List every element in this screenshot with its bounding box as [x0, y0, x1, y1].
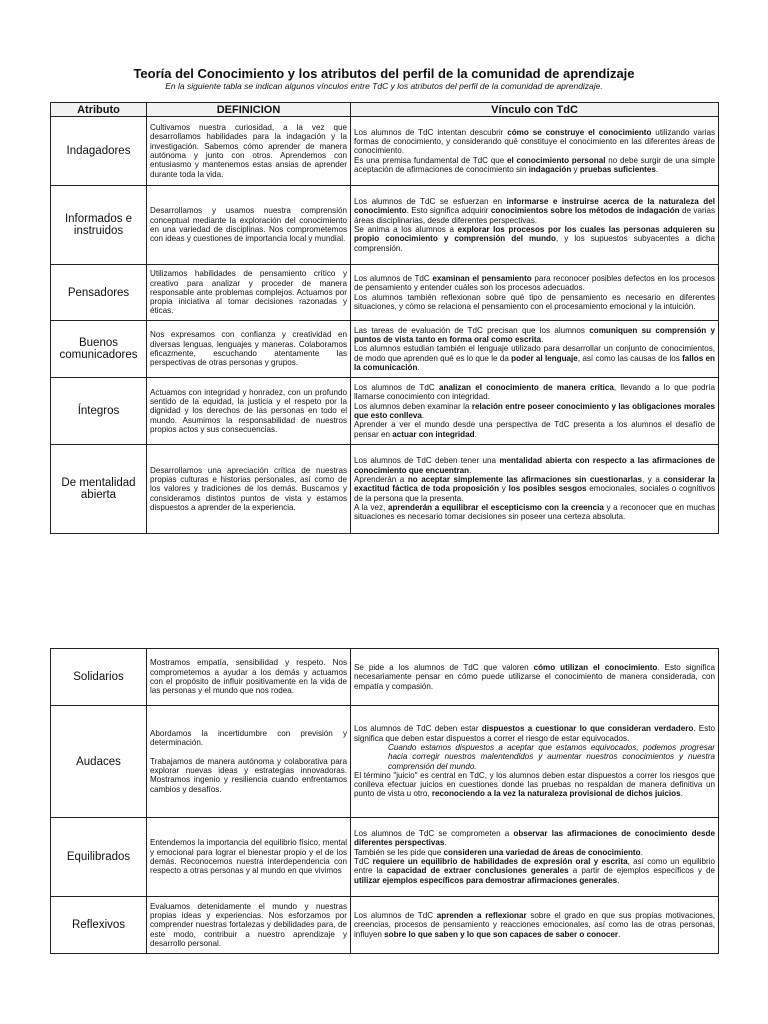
attribute-name: Audaces [51, 706, 147, 818]
tdc-link-paragraph: Los alumnos de TdC aprenden a reflexionar sobre el grado en que sus propias motivaciones, creencias, procesos de pensamiento y reacciones emocionales, así como las de otras personas, influyen sobre lo que saben y lo que son capaces de saber o conocer. [354, 911, 715, 939]
tdc-link-paragraph: Los alumnos de TdC examinan el pensamiento para reconocer posibles defectos en los procesos de pensamiento y entender cuáles son los procesos adecuados. [354, 273, 715, 293]
attribute-name: Equilibrados [51, 818, 147, 897]
attribute-name: De mentalidad abierta [51, 445, 147, 534]
table-row [51, 117, 719, 186]
tdc-link [351, 818, 719, 897]
tdc-quote: Cuando estamos dispuestos a aceptar que estamos equivocados, podemos progresar hacia corregir nuestros malentendidos y aumentar nuestros conocimientos y nuestra comprensión del mundo. [388, 742, 715, 771]
attributes-table-part-2 [50, 648, 719, 954]
tdc-link-part [354, 724, 715, 743]
tdc-link-paragraph: Los alumnos de TdC analizan el conocimiento de manera crítica, llevando a lo que podría llamarse conocimiento con integridad. [354, 383, 715, 402]
table-row [51, 186, 719, 265]
tdc-link-paragraph: El término "juicio" es central en TdC, y los alumnos deben estar dispuestos a correr los riesgos que conlleva efectuar juicios en cuestiones donde las pruebas no respaldan de manera definitiva un punto de vista u otro, reconociendo a la vez la naturaleza provisional de dichos juicios. [354, 770, 715, 799]
table-row [51, 378, 719, 445]
attribute-definition: Entendemos la importancia del equilibrio físico, mental y emocional para lograr el bienestar propio y el de los demás. Reconocemos nuestra interdependencia con respecto a otras personas y al mundo en que vivimos [147, 818, 351, 897]
tdc-link-paragraph: Los alumnos de TdC intentan descubrir cómo se construye el conocimiento utilizando varias formas de conocimiento, y considerando qué constituye el conocimiento en las diferentes áreas de conocimiento. [354, 127, 715, 156]
attribute-name: Íntegros [51, 378, 147, 445]
tdc-link [351, 706, 719, 818]
tdc-link-paragraph: Las tareas de evaluación de TdC precisan que los alumnos comuniquen su comprensión y puntos de vista tanto en forma oral como escrita. [354, 325, 715, 345]
attributes-table-part-1 [50, 102, 719, 534]
tdc-link [351, 378, 719, 445]
tdc-link-paragraph: Los alumnos estudian también el lenguaje utilizado para desarrollar un conjunto de conocimientos, de modo que aprenden qué es lo que le da poder al lenguaje, así como las causas de los fallos en la comunicación. [354, 344, 715, 372]
header-atributo: Atributo [51, 103, 147, 117]
tdc-link-paragraph: Se pide a los alumnos de TdC que valoren cómo utilizan el conocimiento. Esto significa necesariamente pensar en cómo puede utilizarse el conocimiento de manera considerada, con empatía y compasión. [354, 663, 715, 691]
tdc-link-paragraph: Los alumnos de TdC se comprometen a observar las afirmaciones de conocimiento desde diferentes perspectivas. [354, 829, 715, 848]
attribute-definition: Mostramos empatía, sensibilidad y respeto. Nos comprometemos a ayudar a los demás y actuamos con el propósito de influir positivamente en la vida de las personas y el mundo que nos rodea. [147, 649, 351, 706]
tdc-link [351, 321, 719, 378]
tdc-link-paragraph: TdC requiere un equilibrio de habilidades de expresión oral y escrita, así como un equilibrio entre la capacidad de extraer conclusiones generales a partir de ejemplos específicos y de utilizar ejemplos específicos para demostrar afirmaciones generales. [354, 857, 716, 885]
table-header-row [51, 103, 719, 117]
table-row [51, 818, 719, 897]
tdc-link-paragraph: Los alumnos de TdC deben tener una mentalidad abierta con respecto a las afirmaciones de conocimiento que encuentran. [354, 456, 715, 475]
tdc-link-paragraph: Se anima a los alumnos a explorar los procesos por los cuales las personas adquieren su propio conocimiento y comprensión del mundo, y los supuestos subyacentes a dicha comprensión. [354, 225, 715, 253]
table-row [51, 897, 719, 954]
attribute-definition: Actuamos con integridad y honradez, con un profundo sentido de la equidad, la justicia y el respeto por la dignidad y los derechos de las personas en todo el mundo. Asumimos la responsabilidad de nuestros propios actos y sus consecuencias. [147, 378, 351, 445]
header-definicion: DEFINICION [147, 103, 351, 117]
attribute-definition: Desarrollamos una apreciación crítica de nuestras propias culturas e historias personales, así como de los valores y tradiciones de los demás. Buscamos y consideramos distintos puntos de vista y estamos dispuestos a aprender de la experiencia. [147, 445, 351, 534]
table-row [51, 649, 719, 706]
attribute-name: Buenos comunicadores [51, 321, 147, 378]
page-subtitle: En la siguiente tabla se indican algunos vínculos entre TdC y los atributos del perfil de la comunidad de aprendizaje. [165, 81, 603, 91]
tdc-link [351, 649, 719, 706]
tdc-link-paragraph: Aprenderán a no aceptar simplemente las afirmaciones sin cuestionarlas, y a considerar la exactitud fáctica de toda proposición y los posibles sesgos emocionales, sociales o cognitivos de la persona que la presenta. [354, 475, 715, 503]
tdc-link-paragraph: Es una premisa fundamental de TdC que el conocimiento personal no debe surgir de una simple aceptación de afirmaciones de conocimiento sin indagación y pruebas suficientes. [354, 155, 715, 174]
tdc-link-paragraph: Los alumnos de TdC deben estar dispuestos a cuestionar lo que consideran verdadero. Esto significa que deben estar dispuestos a correr el riesgo de estar equivocados. [354, 724, 715, 743]
tdc-link-part [354, 771, 715, 799]
page-title: Teoría del Conocimiento y los atributos del perfil de la comunidad de aprendizaje [133, 66, 635, 81]
table-row [51, 445, 719, 534]
tdc-link-paragraph: Los alumnos también reflexionan sobre qué tipo de pensamiento es necesario en diferentes situaciones, y cómo se relaciona el pensamiento con el procesamiento emocional y la intuición. [354, 292, 715, 311]
attribute-name: Indagadores [51, 117, 147, 186]
tdc-link-paragraph: Los alumnos deben examinar la relación entre poseer conocimiento y las obligaciones morales que esto conlleva. [354, 401, 715, 420]
header-vinculo: Vínculo con TdC [351, 103, 719, 117]
attribute-definition: Utilizamos habilidades de pensamiento crítico y creativo para analizar y proceder de manera responsable ante problemas complejos. Actuamos por propia iniciativa al tomar decisiones razonadas y éticas. [147, 265, 351, 321]
tdc-link [351, 117, 719, 186]
attribute-definition: Cultivamos nuestra curiosidad, a la vez que desarrollamos habilidades para la indagación y la investigación. Sabemos cómo aprender de manera autónoma y junto con otros. Aprendemos con entusiasmo y mantenemos estas ansias de aprender durante toda la vida. [147, 117, 351, 186]
tdc-link-paragraph: A la vez, aprenderán a equilibrar el escepticismo con la creencia y a reconocer que en muchas situaciones es necesario tomar decisiones sin poseer una certeza absoluta. [354, 502, 715, 522]
definition-paragraph: Abordamos la incertidumbre con previsión y determinación. [150, 729, 347, 748]
attribute-name: Solidarios [51, 649, 147, 706]
definition-paragraph: Trabajamos de manera autónoma y colaborativa para explorar nuevas ideas y estrategias innovadoras. Mostramos ingenio y resiliencia cuando enfrentamos cambios y desafíos. [150, 756, 347, 794]
table-row [51, 321, 719, 378]
attribute-definition: Evaluamos detenidamente el mundo y nuestras propias ideas y experiencias. Nos esforzamos por comprender nuestras fortalezas y debilidades para, de este modo, contribuir a nuestro aprendizaje y desarrollo personal. [147, 897, 351, 954]
tdc-link [351, 186, 719, 265]
attribute-name: Pensadores [51, 265, 147, 321]
tdc-link-paragraph: Aprender a ver el mundo desde una perspectiva de TdC presenta a los alumnos el desafío de pensar en actuar con integridad. [354, 420, 715, 439]
tdc-link [351, 445, 719, 534]
attribute-definition: Nos expresamos con confianza y creatividad en diversas lenguas, lenguajes y maneras. Colaboramos eficazmente, escuchando atentamente las perspectivas de otras personas y grupos. [147, 321, 351, 378]
tdc-link-paragraph: También se les pide que consideren una variedad de áreas de conocimiento. [354, 847, 643, 857]
tdc-link-paragraph: Los alumnos de TdC se esfuerzan en informarse e instruirse acerca de la naturaleza del conocimiento. Esto significa adquirir conocimientos sobre los métodos de indagación de varias áreas disciplinarias, desde diferentes perspectivas. [354, 197, 715, 225]
tdc-link [351, 897, 719, 954]
table-row [51, 706, 719, 818]
attribute-definition: Desarrollamos y usamos nuestra comprensión conceptual mediante la exploración del conocimiento en una variedad de disciplinas. Nos comprometemos con ideas y cuestiones de importancia local y mundial. [147, 186, 351, 265]
attribute-name: Informados e instruidos [51, 186, 147, 265]
attribute-name: Reflexivos [51, 897, 147, 954]
table-row [51, 265, 719, 321]
attribute-definition [147, 706, 351, 818]
tdc-link [351, 265, 719, 321]
